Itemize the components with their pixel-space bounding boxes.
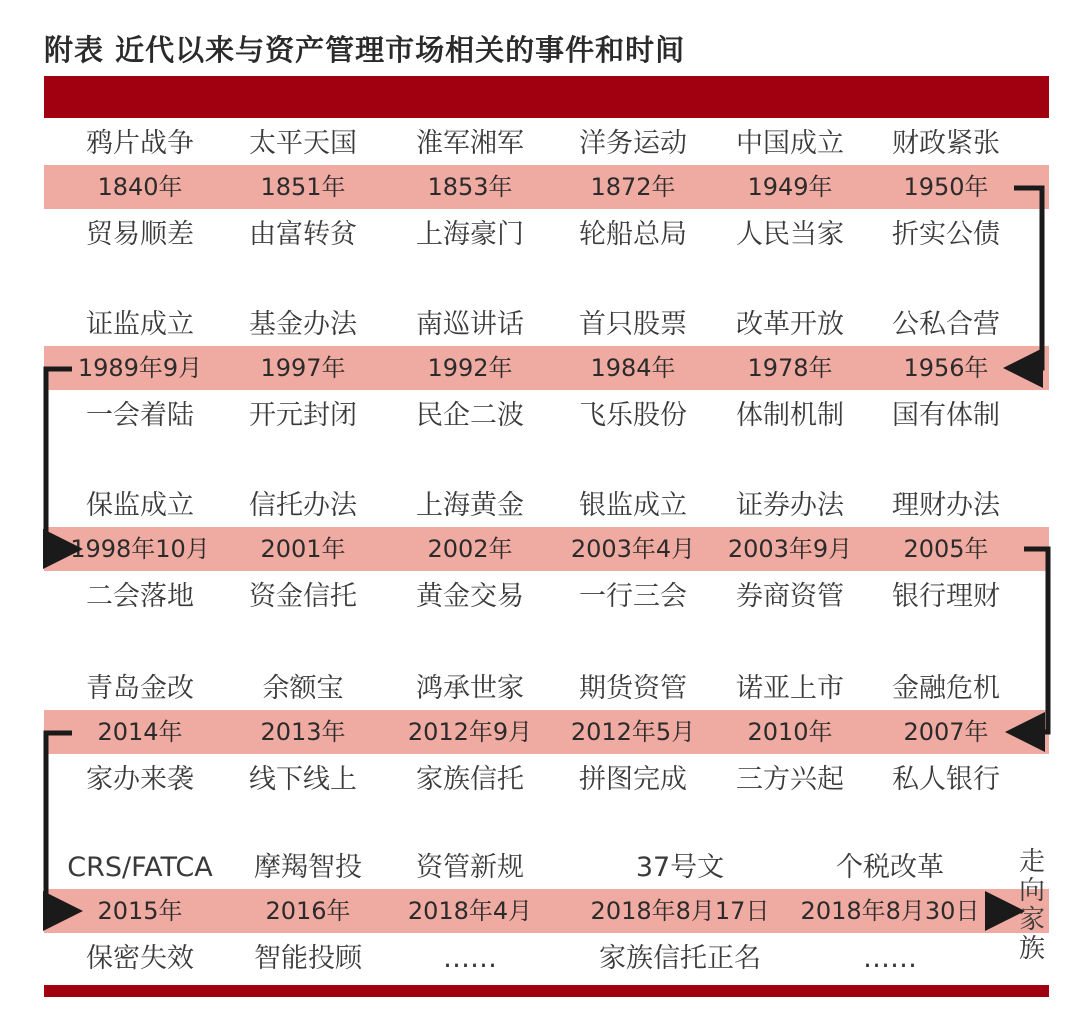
outcome-label: 国有体制 [892,400,1000,431]
outcome-label: 一行三会 [579,581,687,612]
year-label: 1851年 [260,173,346,201]
year-label: 2018年8月30日 [800,897,980,925]
connector-arrow-2 [46,369,72,549]
year-label: 2018年8月17日 [590,897,770,925]
year-label: 2018年4月 [407,897,533,925]
outcome-label: …… [443,943,497,974]
event-label: 基金办法 [249,309,357,340]
year-label: 1853年 [427,173,513,201]
connector-arrow-4 [46,733,72,911]
outcome-label: 券商资管 [736,581,844,612]
year-label: 1992年 [427,354,513,382]
event-label: 淮军湘军 [416,128,524,159]
year-label: 2012年5月 [570,718,696,746]
year-label: 2013年 [260,718,346,746]
end-label: 走向家族 [1018,847,1045,964]
outcome-label: 贸易顺差 [86,219,194,250]
event-label: 鸿承世家 [416,673,524,704]
year-label: 1984年 [590,354,676,382]
outcome-label: 开元封闭 [249,400,357,431]
outcome-label: …… [863,943,917,974]
connector-arrow-3 [1020,549,1048,732]
event-label: 个税改革 [836,852,944,883]
event-label: 资管新规 [416,852,524,883]
event-label: 余额宝 [262,673,344,704]
year-label: 2015年 [97,897,183,925]
year-band [44,710,1049,754]
year-label: 1978年 [747,354,833,382]
outcome-label: 家办来袭 [86,764,194,795]
year-label: 1872年 [590,173,676,201]
year-label: 2003年9月 [727,535,853,563]
footer-bar [44,985,1049,997]
outcome-label: 一会着陆 [86,400,194,431]
outcome-label: 资金信托 [249,581,357,612]
connector-arrow-1 [1014,188,1042,368]
year-label: 2001年 [260,535,346,563]
event-label: 金融危机 [892,673,1000,704]
outcome-label: 私人银行 [892,764,1000,795]
year-label: 1997年 [260,354,346,382]
table-title: 附表 近代以来与资产管理市场相关的事件和时间 [44,33,686,67]
outcome-label: 轮船总局 [579,219,687,250]
outcome-label: 保密失效 [86,943,194,974]
outcome-label: 由富转贫 [249,219,357,250]
year-label: 2002年 [427,535,513,563]
event-label: 上海黄金 [416,490,524,521]
outcome-label: 家族信托正名 [599,943,761,974]
outcome-label: 银行理财 [892,581,1000,612]
event-label: 信托办法 [249,490,357,521]
year-label: 1989年9月 [77,354,203,382]
year-label: 2016年 [265,897,351,925]
event-label: 公私合营 [892,309,1000,340]
event-label: 改革开放 [736,309,844,340]
outcome-label: 体制机制 [736,400,844,431]
event-label: 37号文 [635,852,725,883]
event-label: 鸦片战争 [86,128,194,159]
year-label: 2005年 [903,535,989,563]
year-label: 2014年 [97,718,183,746]
event-label: 摩羯智投 [254,852,362,883]
event-label: 银监成立 [579,490,687,521]
outcome-label: 上海豪门 [416,219,524,250]
outcome-label: 智能投顾 [254,943,362,974]
year-label: 2012年9月 [407,718,533,746]
event-label: 证监成立 [86,309,194,340]
year-label: 1950年 [903,173,989,201]
event-label: 洋务运动 [579,128,687,159]
outcome-label: 线下线上 [249,764,357,795]
year-label: 1998年10月 [70,535,210,563]
event-label: 保监成立 [86,490,194,521]
event-label: 青岛金改 [86,673,194,704]
event-label: 南巡讲话 [416,309,524,340]
year-label: 2007年 [903,718,989,746]
outcome-label: 飞乐股份 [579,400,687,431]
year-band [44,165,1049,209]
year-label: 2003年4月 [570,535,696,563]
event-label: 中国成立 [736,128,844,159]
event-label: 诺亚上市 [736,673,844,704]
event-label: 首只股票 [579,309,687,340]
header-bar [44,76,1049,118]
event-label: 期货资管 [579,673,687,704]
event-label: 财政紧张 [892,128,1000,159]
year-label: 2010年 [747,718,833,746]
outcome-label: 人民当家 [736,219,844,250]
outcome-label: 黄金交易 [416,581,524,612]
outcome-label: 三方兴起 [736,764,844,795]
year-label: 1956年 [903,354,989,382]
outcome-label: 民企二波 [416,400,524,431]
year-label: 1840年 [97,173,183,201]
event-label: 理财办法 [892,490,1000,521]
outcome-label: 二会落地 [86,581,194,612]
event-label: 太平天国 [249,128,357,159]
event-label: 证券办法 [736,490,844,521]
outcome-label: 折实公债 [892,219,1000,250]
year-label: 1949年 [747,173,833,201]
outcome-label: 拼图完成 [579,764,687,795]
event-label: CRS/FATCA [67,852,213,883]
outcome-label: 家族信托 [416,764,524,795]
